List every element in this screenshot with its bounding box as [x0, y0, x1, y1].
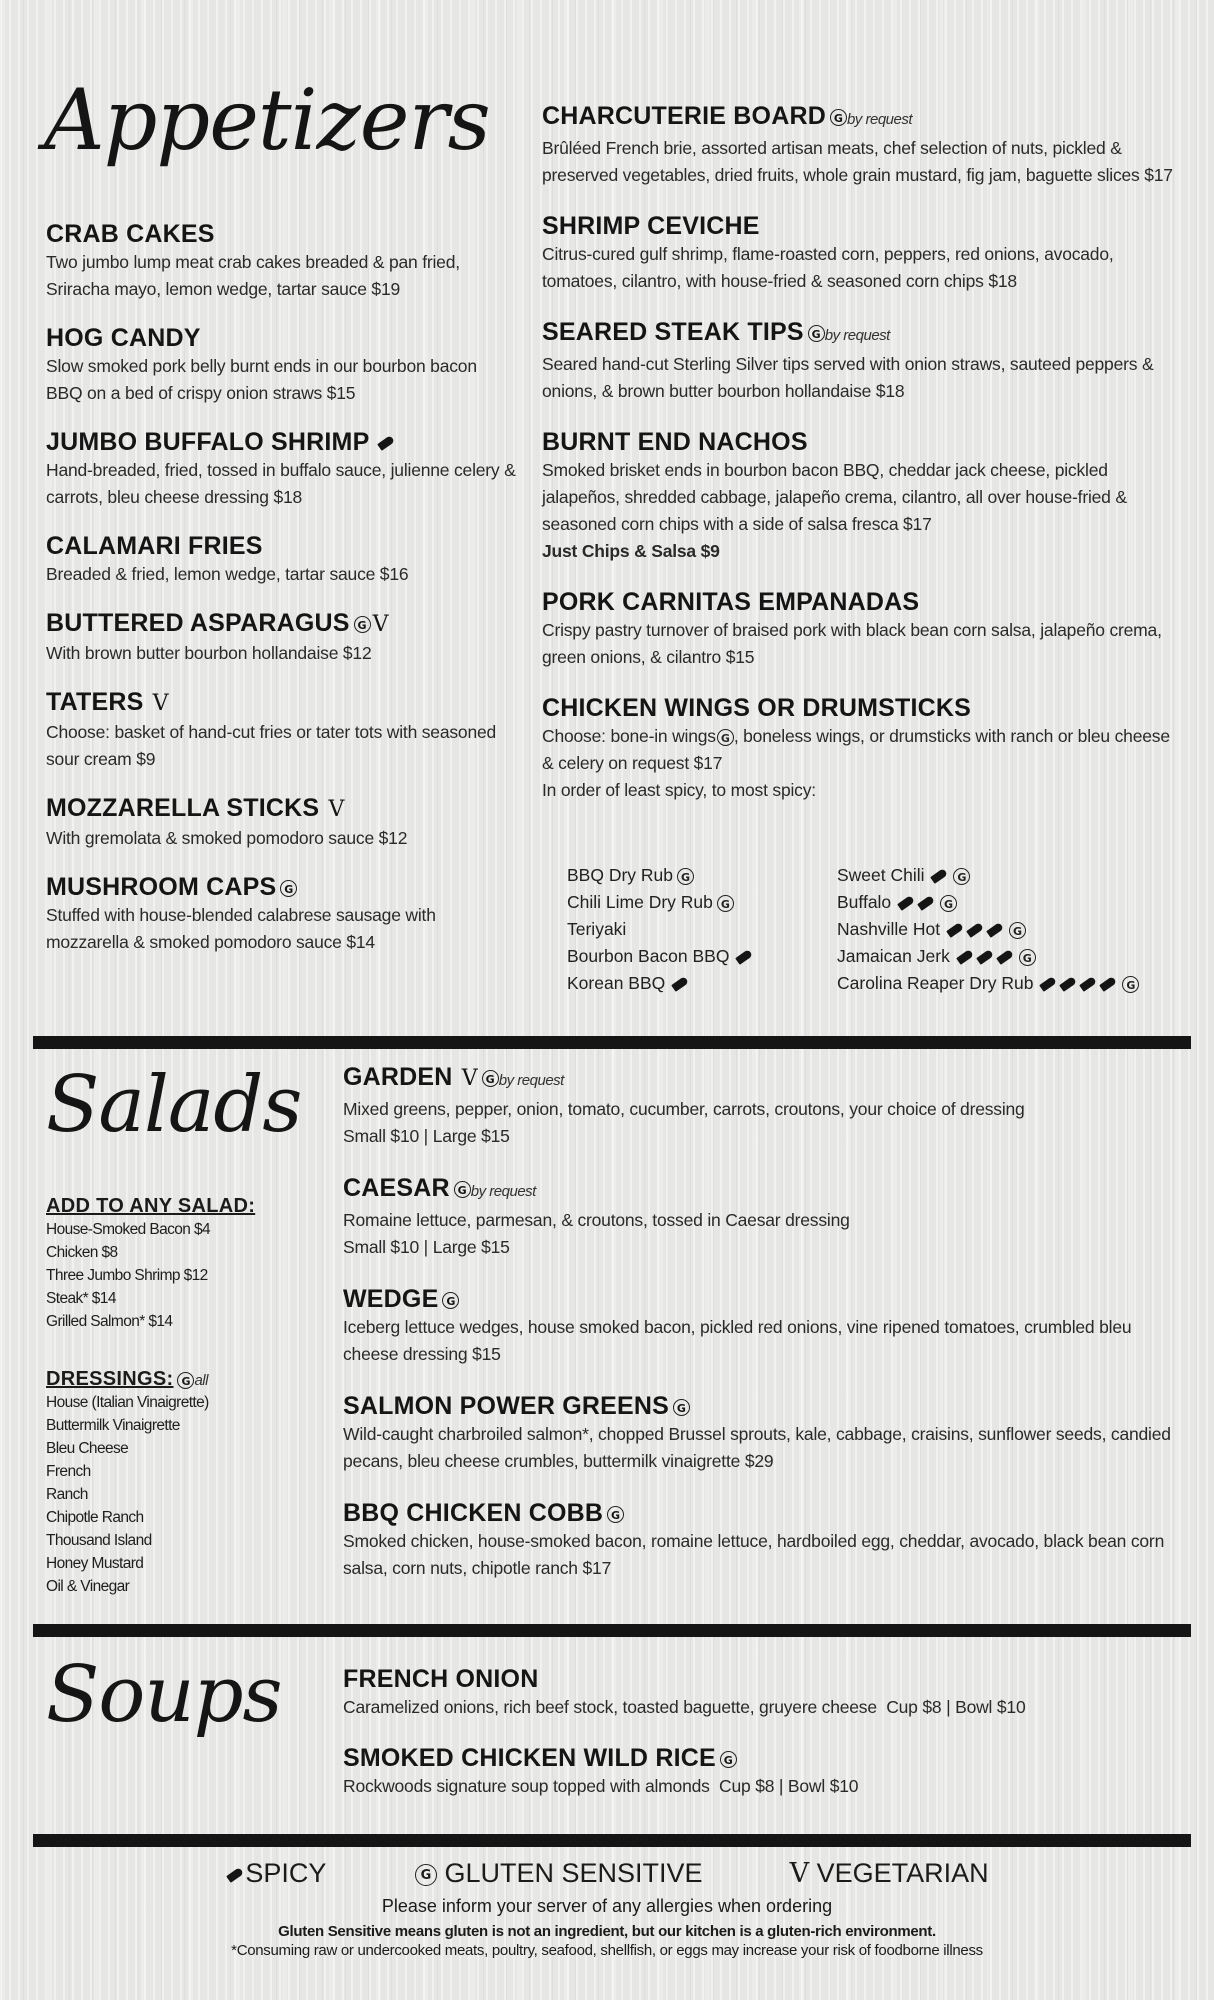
vegetarian-icon: V: [328, 797, 345, 822]
flavor-name: BBQ Dry Rub: [567, 865, 673, 885]
item-name-row: [542, 317, 1182, 351]
by-request-note: by request: [824, 327, 890, 344]
item-name-row: [46, 427, 516, 457]
gluten-sensitive-icon: G: [940, 895, 957, 912]
gluten-sensitive-icon: G: [177, 1372, 194, 1389]
raw-food-disclaimer: *Consuming raw or undercooked meats, poultry, seafood, shellfish, or eggs may increase your risk of foodborne illness: [231, 1942, 983, 1959]
flavor-item: [567, 862, 817, 889]
pepper-icon: [996, 950, 1014, 966]
item-description: Crispy pastry turnover of braised pork with black bean corn salsa, jalapeño crema, green onions, & cilantro $15: [542, 620, 1162, 667]
gluten-sensitive-icon: G: [720, 1751, 737, 1768]
item-description: Iceberg lettuce wedges, house smoked bacon, pickled red onions, vine ripened tomatoes, crumbled bleu cheese dressing $15: [343, 1317, 1132, 1364]
flavor-item: [837, 970, 1187, 997]
dressing-item: French: [46, 1463, 91, 1480]
flavor-item: [837, 916, 1187, 943]
item-description-a: Choose: bone-in wings: [542, 726, 716, 746]
menu-item-jumbo-buffalo-shrimp: [46, 427, 516, 511]
menu-item-buttered-asparagus: [46, 608, 516, 667]
menu-item-chicken-wings: [542, 693, 1182, 804]
legend-vegetarian: [788, 1858, 989, 1888]
gluten-sensitive-icon: G: [673, 1399, 690, 1416]
dressing-item: Ranch: [46, 1486, 88, 1503]
add-on-item: Chicken $8: [46, 1244, 118, 1261]
salad-dressings: [46, 1368, 336, 1598]
item-description: Breaded & fried, lemon wedge, tartar sauce $16: [46, 564, 409, 584]
section-divider: [33, 1624, 1191, 1637]
flavor-item: [567, 970, 817, 997]
gluten-sensitive-icon: G: [442, 1292, 459, 1309]
flavor-name: Buffalo: [837, 892, 892, 912]
item-name-row: [542, 101, 1182, 135]
dressings-heading: DRESSINGS:: [46, 1368, 174, 1390]
item-name: GARDEN: [343, 1063, 453, 1091]
item-description: [542, 723, 1182, 777]
item-name: PORK CARNITAS EMPANADAS: [542, 588, 920, 616]
dressings-heading-row: [46, 1368, 336, 1391]
item-description-b: , boneless wings, or drumsticks with ranch or bleu cheese & celery on request $17: [542, 726, 1170, 773]
item-description: Stuffed with house-blended calabrese sausage with mozzarella & smoked pomodoro sauce $14: [46, 905, 436, 952]
menu-item-crab-cakes: [46, 219, 516, 303]
soups-column: [343, 1664, 1188, 1800]
pepper-icon: [966, 923, 984, 939]
salad-add-ons: [46, 1195, 336, 1333]
pepper-icon: [946, 923, 964, 939]
appetizers-right-column: [542, 101, 1182, 804]
item-price: Small $10 | Large $15: [343, 1237, 510, 1257]
pepper-icon: [917, 896, 935, 912]
menu-item-smoked-chicken-wild-rice: [343, 1743, 1188, 1800]
wing-flavors-right: [837, 862, 1187, 997]
dressing-item: Oil & Vinegar: [46, 1578, 130, 1595]
item-description: Smoked chicken, house-smoked bacon, romaine lettuce, hardboiled egg, cheddar, avocado, black bean corn salsa, corn nuts, chipotle ranch $17: [343, 1531, 1165, 1578]
gluten-sensitive-icon: G: [454, 1181, 471, 1198]
item-name: SALMON POWER GREENS: [343, 1392, 670, 1420]
flavor-name: Korean BBQ: [567, 973, 666, 993]
item-name-row: [46, 793, 516, 825]
item-extra: Just Chips & Salsa $9: [542, 541, 720, 561]
gluten-sensitive-icon: G: [808, 325, 825, 342]
gluten-sensitive-icon: G: [1009, 922, 1026, 939]
flavor-name: Teriyaki: [567, 919, 627, 939]
item-description: Caramelized onions, rich beef stock, toasted baguette, gruyere cheese Cup $8 | Bowl $10: [343, 1697, 1026, 1717]
flavor-item: [837, 943, 1187, 970]
dressing-item: Buttermilk Vinaigrette: [46, 1417, 180, 1434]
all-note: all: [194, 1372, 208, 1389]
item-description: With gremolata & smoked pomodoro sauce $12: [46, 828, 408, 848]
item-name-row: [343, 1284, 1188, 1314]
item-description: Brûléed French brie, assorted artisan meats, chef selection of nuts, pickled & preserved vegetables, dried fruits, whole grain mustard, fig jam, baguette slices $17: [542, 138, 1173, 185]
salads-title: Salads: [46, 1060, 302, 1150]
gluten-sensitive-icon: G: [607, 1506, 624, 1523]
flavor-item: [567, 889, 817, 916]
gluten-sensitive-icon: G: [1122, 976, 1139, 993]
pepper-icon: [377, 436, 395, 452]
dressing-item: Honey Mustard: [46, 1555, 144, 1572]
wing-flavors-left: [567, 862, 817, 997]
item-name: MUSHROOM CAPS: [46, 873, 277, 901]
item-description: Two jumbo lump meat crab cakes breaded & pan fried, Sriracha mayo, lemon wedge, tartar sauce $19: [46, 252, 460, 299]
flavor-item: [567, 943, 817, 970]
pepper-icon: [976, 950, 994, 966]
menu-item-french-onion: [343, 1664, 1188, 1721]
menu-item-mozzarella-sticks: [46, 793, 516, 852]
vegetarian-icon: V: [789, 1858, 810, 1889]
allergy-note: Please inform your server of any allergies when ordering: [381, 1896, 833, 1916]
add-on-item: Three Jumbo Shrimp $12: [46, 1267, 208, 1284]
item-description: Hand-breaded, fried, tossed in buffalo sauce, julienne celery & carrots, bleu cheese dressing $18: [46, 460, 516, 507]
gluten-sensitive-icon: G: [677, 868, 694, 885]
item-name: CHARCUTERIE BOARD: [542, 102, 826, 130]
appetizers-title: Appetizers: [44, 71, 490, 169]
flavor-name: Nashville Hot: [837, 919, 941, 939]
item-name: HOG CANDY: [46, 324, 201, 352]
item-name: CALAMARI FRIES: [46, 532, 263, 560]
vegetarian-icon: V: [372, 612, 389, 637]
add-to-salad-heading: ADD TO ANY SALAD:: [46, 1195, 256, 1217]
item-name: FRENCH ONION: [343, 1665, 539, 1693]
menu-item-pork-carnitas-empanadas: [542, 587, 1182, 671]
menu-item-caesar: [343, 1173, 1188, 1261]
add-on-item: Steak* $14: [46, 1290, 116, 1307]
gluten-sensitive-icon: G: [280, 880, 297, 897]
item-description: Slow smoked pork belly burnt ends in our bourbon bacon BBQ on a bed of crispy onion straws $15: [46, 356, 477, 403]
menu-item-charcuterie-board: [542, 101, 1182, 189]
pepper-icon: [956, 950, 974, 966]
section-divider: [33, 1834, 1191, 1847]
item-description: Wild-caught charbroiled salmon*, chopped Brussel sprouts, kale, cabbage, craisins, sunflower seeds, candied pecans, bleu cheese crumbles, buttermilk vinaigrette $29: [343, 1424, 1171, 1471]
item-description: Mixed greens, pepper, onion, tomato, cucumber, carrots, croutons, your choice of dressing: [343, 1099, 1025, 1119]
item-name: SEARED STEAK TIPS: [542, 318, 804, 346]
item-price: Small $10 | Large $15: [343, 1126, 510, 1146]
item-name: BBQ CHICKEN COBB: [343, 1499, 604, 1527]
item-name: MOZZARELLA STICKS: [46, 794, 320, 822]
by-request-note: by request: [498, 1072, 564, 1089]
flavor-name: Carolina Reaper Dry Rub: [837, 973, 1034, 993]
menu-item-wedge: [343, 1284, 1188, 1368]
item-name: BURNT END NACHOS: [542, 428, 808, 456]
gluten-sensitive-icon: G: [717, 729, 734, 746]
menu-item-bbq-chicken-cobb: [343, 1498, 1188, 1582]
item-description: Rockwoods signature soup topped with almonds Cup $8 | Bowl $10: [343, 1776, 859, 1796]
item-name: TATERS: [46, 688, 144, 716]
flavor-name: Jamaican Jerk: [837, 946, 950, 966]
menu-item-garden: [343, 1062, 1188, 1150]
salads-column: [343, 1062, 1188, 1582]
item-name-row: [343, 1498, 1188, 1528]
item-description: Seared hand-cut Sterling Silver tips served with onion straws, sauteed peppers & onions, & brown butter bourbon hollandaise $18: [542, 354, 1154, 401]
menu-item-burnt-end-nachos: [542, 427, 1182, 565]
flavor-item: [837, 889, 1187, 916]
item-name: CAESAR: [343, 1174, 450, 1202]
menu-item-hog-candy: [46, 323, 516, 407]
item-name-row: [343, 1173, 1188, 1207]
legend-row: [0, 1858, 1214, 1889]
flavor-name: Bourbon Bacon BBQ: [567, 946, 730, 966]
pepper-icon: [897, 896, 915, 912]
legend-vegetarian-label: VEGETARIAN: [816, 1858, 989, 1888]
menu-item-mushroom-caps: [46, 872, 516, 956]
pepper-icon: [931, 869, 949, 885]
item-description: Choose: basket of hand-cut fries or tater tots with seasoned sour cream $9: [46, 722, 497, 769]
dressing-item: Thousand Island: [46, 1532, 152, 1549]
gluten-sensitive-icon: G: [482, 1070, 499, 1087]
item-name-row: [343, 1743, 1188, 1773]
menu-item-shrimp-ceviche: [542, 211, 1182, 295]
item-name: SMOKED CHICKEN WILD RICE: [343, 1744, 716, 1772]
pepper-icon: [1100, 977, 1118, 993]
item-name-row: [343, 1391, 1188, 1421]
menu-item-calamari-fries: [46, 531, 516, 588]
gluten-sensitive-icon: G: [354, 616, 371, 633]
gluten-sensitive-icon: G: [1019, 949, 1036, 966]
vegetarian-icon: V: [461, 1066, 478, 1091]
item-name: WEDGE: [343, 1285, 439, 1313]
item-name: CHICKEN WINGS OR DRUMSTICKS: [542, 694, 972, 722]
menu-item-taters: [46, 687, 516, 773]
section-divider: [33, 1036, 1191, 1049]
item-name: SHRIMP CEVICHE: [542, 212, 760, 240]
item-name: CRAB CAKES: [46, 220, 215, 248]
pepper-icon: [1060, 977, 1078, 993]
pepper-icon: [671, 977, 689, 993]
soups-title: Soups: [46, 1650, 282, 1740]
pepper-icon: [735, 950, 753, 966]
gluten-sensitive-icon: G: [717, 895, 734, 912]
dressing-item: Chipotle Ranch: [46, 1509, 144, 1526]
by-request-note: by request: [846, 111, 913, 128]
add-on-item: Grilled Salmon* $14: [46, 1313, 173, 1330]
pepper-icon: [1080, 977, 1098, 993]
spice-order-note: In order of least spicy, to most spicy:: [542, 780, 816, 800]
by-request-note: by request: [470, 1183, 536, 1200]
pepper-icon: [227, 1867, 245, 1883]
menu-item-seared-steak-tips: [542, 317, 1182, 405]
menu-item-salmon-power-greens: [343, 1391, 1188, 1475]
legend-spicy-label: SPICY: [245, 1858, 326, 1888]
flavor-name: Sweet Chili: [837, 865, 925, 885]
legend-spicy: [225, 1858, 326, 1888]
add-on-item: House-Smoked Bacon $4: [46, 1221, 211, 1238]
flavor-item: [837, 862, 1187, 889]
item-name: BUTTERED ASPARAGUS: [46, 609, 350, 637]
legend-gluten: [411, 1858, 703, 1888]
item-description: Romaine lettuce, parmesan, & croutons, tossed in Caesar dressing: [343, 1210, 850, 1230]
gluten-sensitive-icon: G: [415, 1864, 437, 1886]
pepper-icon: [1040, 977, 1058, 993]
pepper-icon: [986, 923, 1004, 939]
dressing-item: Bleu Cheese: [46, 1440, 129, 1457]
appetizers-left-column: [46, 219, 516, 974]
item-description: Citrus-cured gulf shrimp, flame-roasted corn, peppers, red onions, avocado, tomatoes, cilantro, with house-fried & seasoned corn chips $18: [542, 244, 1114, 291]
legend-gluten-label: GLUTEN SENSITIVE: [444, 1858, 703, 1888]
gluten-disclaimer: Gluten Sensitive means gluten is not an ingredient, but our kitchen is a gluten-rich environment.: [278, 1923, 936, 1940]
item-name-row: [46, 872, 516, 902]
vegetarian-icon: V: [152, 691, 169, 716]
item-name-row: [46, 687, 516, 719]
item-name-row: [343, 1062, 1188, 1096]
flavor-item: [567, 916, 817, 943]
item-name: JUMBO BUFFALO SHRIMP: [46, 428, 369, 456]
item-description: Smoked brisket ends in bourbon bacon BBQ, cheddar jack cheese, pickled jalapeños, shredded cabbage, jalapeño crema, cilantro, all over house-fried & seasoned corn chips with a side of salsa fresca $17: [542, 460, 1127, 534]
gluten-sensitive-icon: G: [830, 109, 847, 126]
item-name-row: [46, 608, 516, 640]
item-description: With brown butter bourbon hollandaise $12: [46, 643, 372, 663]
dressing-item: House (Italian Vinaigrette): [46, 1394, 209, 1411]
gluten-sensitive-icon: G: [953, 868, 970, 885]
flavor-name: Chili Lime Dry Rub: [567, 892, 713, 912]
